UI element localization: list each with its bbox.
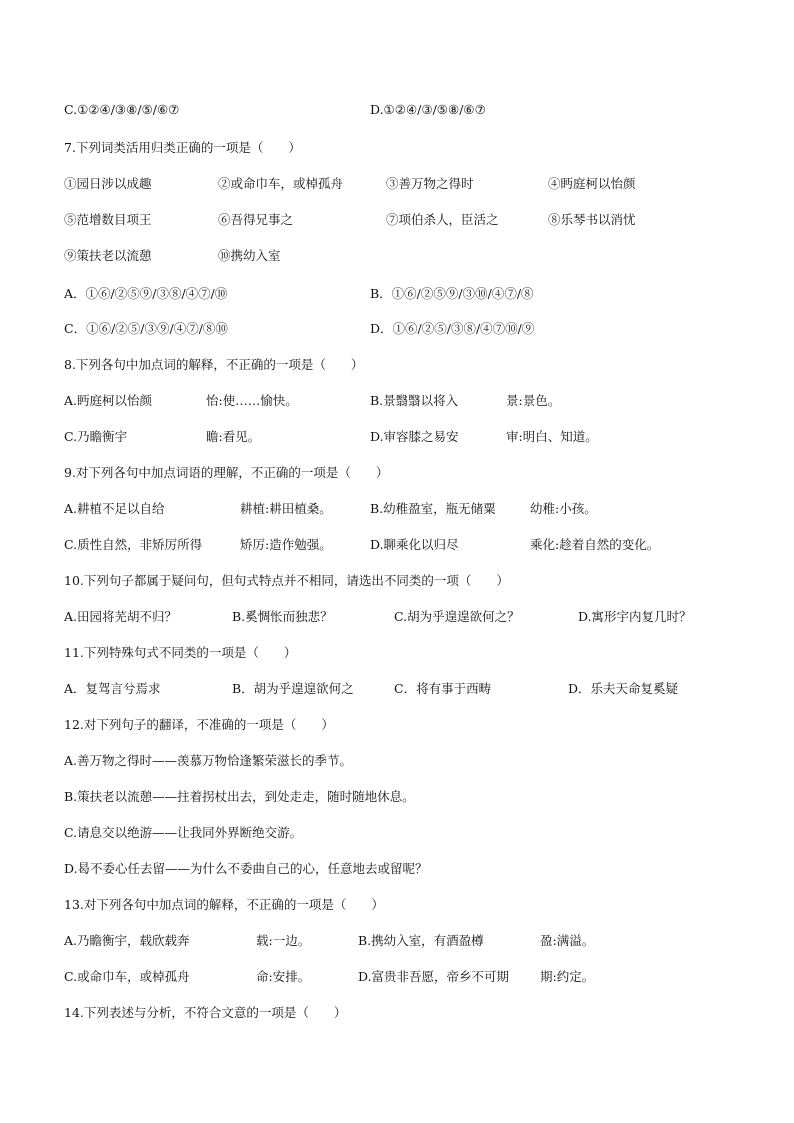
q12-option-a[interactable]: A.善万物之得时——羡慕万物恰逢繁荣滋长的季节。: [64, 753, 353, 768]
q7-item: ⑧乐琴书以消忧: [548, 212, 636, 227]
q8-option-a-explain: 怡:使……愉快。: [206, 393, 298, 408]
q8-option-c-explain: 瞻:看见。: [206, 429, 261, 444]
q7-option-b[interactable]: B．①⑥/②⑤⑨/③⑩/④⑦/⑧: [370, 286, 534, 301]
q8-option-b-explain: 景:景色。: [506, 393, 561, 408]
q8-option-d[interactable]: D.审容膝之易安: [370, 429, 459, 444]
q11-option-a[interactable]: A．复驾言兮焉求: [64, 681, 161, 696]
q7-item: ⑨策扶老以流憩: [64, 248, 152, 263]
q10-option-a[interactable]: A.田园将芜胡不归？: [64, 609, 178, 624]
q9-option-c[interactable]: C.质性自然，非矫厉所得: [64, 537, 203, 552]
q8-stem: 8.下列各句中加点词的解释，不正确的一项是（ ）: [64, 357, 364, 372]
q8-option-a[interactable]: A.眄庭柯以怡颜: [64, 393, 153, 408]
q7-item: ⑩携幼入室: [218, 248, 281, 263]
q8-option-c[interactable]: C.乃瞻衡宇: [64, 429, 128, 444]
q13-option-b-explain: 盈:满溢。: [540, 933, 595, 948]
q13-option-a-explain: 载:一边。: [256, 933, 311, 948]
q12-option-c[interactable]: C.请息交以绝游——让我同外界断绝交游。: [64, 825, 303, 840]
q6-option-d[interactable]: D.①②④/③/⑤⑧/⑥⑦: [370, 102, 486, 117]
q13-option-a[interactable]: A.乃瞻衡宇，载欣载奔: [64, 933, 190, 948]
q14-stem: 14.下列表述与分析，不符合文意的一项是（ ）: [64, 1005, 347, 1020]
q9-option-d-explain: 乘化:趁着自然的变化。: [530, 537, 660, 552]
q9-option-d[interactable]: D.聊乘化以归尽: [370, 537, 459, 552]
q9-option-b-explain: 幼稚:小孩。: [530, 501, 597, 516]
q7-item: ⑤范增数目项王: [64, 212, 152, 227]
q11-stem: 11.下列特殊句式不同类的一项是（ ）: [64, 645, 297, 660]
q11-option-d[interactable]: D．乐夫天命复奚疑: [568, 681, 679, 696]
q9-stem: 9.对下列各句中加点词语的理解，不正确的一项是（ ）: [64, 465, 389, 480]
q10-option-d[interactable]: D.寓形宇内复几时？: [578, 609, 692, 624]
q10-option-b[interactable]: B.奚惆怅而独悲？: [232, 609, 333, 624]
q10-stem: 10.下列句子都属于疑问句，但句式特点并不相同，请选出不同类的一项（ ）: [64, 573, 509, 588]
q13-stem: 13.对下列各句中加点词的解释，不正确的一项是（ ）: [64, 897, 384, 912]
q9-option-c-explain: 矫厉:造作勉强。: [240, 537, 332, 552]
q7-option-c[interactable]: C．①⑥/②⑤/③⑨/④⑦/⑧⑩: [64, 321, 228, 336]
q10-option-c[interactable]: C.胡为乎遑遑欲何之？: [394, 609, 520, 624]
q11-option-c[interactable]: C．将有事于西畴: [394, 681, 492, 696]
q7-option-a[interactable]: A．①⑥/②⑤⑨/③⑧/④⑦/⑩: [64, 286, 228, 301]
q9-option-b[interactable]: B.幼稚盈室，瓶无储粟: [370, 501, 496, 516]
q7-stem: 7.下列词类活用归类正确的一项是（ ）: [64, 140, 301, 155]
q13-option-b[interactable]: B.携幼入室，有酒盈樽: [358, 933, 484, 948]
q6-option-c[interactable]: C.①②④/③⑧/⑤/⑥⑦: [64, 102, 180, 117]
q8-option-b[interactable]: B.景翳翳以将入: [370, 393, 459, 408]
q13-option-d[interactable]: D.富贵非吾愿，帝乡不可期: [358, 969, 510, 984]
q13-option-d-explain: 期:约定。: [540, 969, 595, 984]
q13-option-c[interactable]: C.或命巾车，或棹孤舟: [64, 969, 190, 984]
q7-item: ⑥吾得兄事之: [218, 212, 294, 227]
q7-item: ①园日涉以成趣: [64, 176, 152, 191]
q7-item: ④眄庭柯以怡颜: [548, 176, 636, 191]
q12-option-b[interactable]: B.策扶老以流憩——拄着拐杖出去，到处走走，随时随地休息。: [64, 789, 415, 804]
q9-option-a-explain: 耕植:耕田植桑。: [240, 501, 332, 516]
q8-option-d-explain: 审:明白、知道。: [506, 429, 598, 444]
q11-option-b[interactable]: B．胡为乎遑遑欲何之: [232, 681, 354, 696]
q12-option-d[interactable]: D.曷不委心任去留——为什么不委曲自己的心，任意地去或留呢？: [64, 861, 428, 876]
q9-option-a[interactable]: A.耕植不足以自给: [64, 501, 165, 516]
q7-item: ②或命巾车，或棹孤舟: [218, 176, 344, 191]
q7-item: ⑦项伯杀人，臣活之: [386, 212, 499, 227]
q7-option-d[interactable]: D．①⑥/②⑤/③⑧/④⑦⑩/⑨: [370, 321, 535, 336]
q12-stem: 12.对下列句子的翻译，不准确的一项是（ ）: [64, 717, 334, 732]
q7-item: ③善万物之得时: [386, 176, 474, 191]
q13-option-c-explain: 命:安排。: [256, 969, 311, 984]
